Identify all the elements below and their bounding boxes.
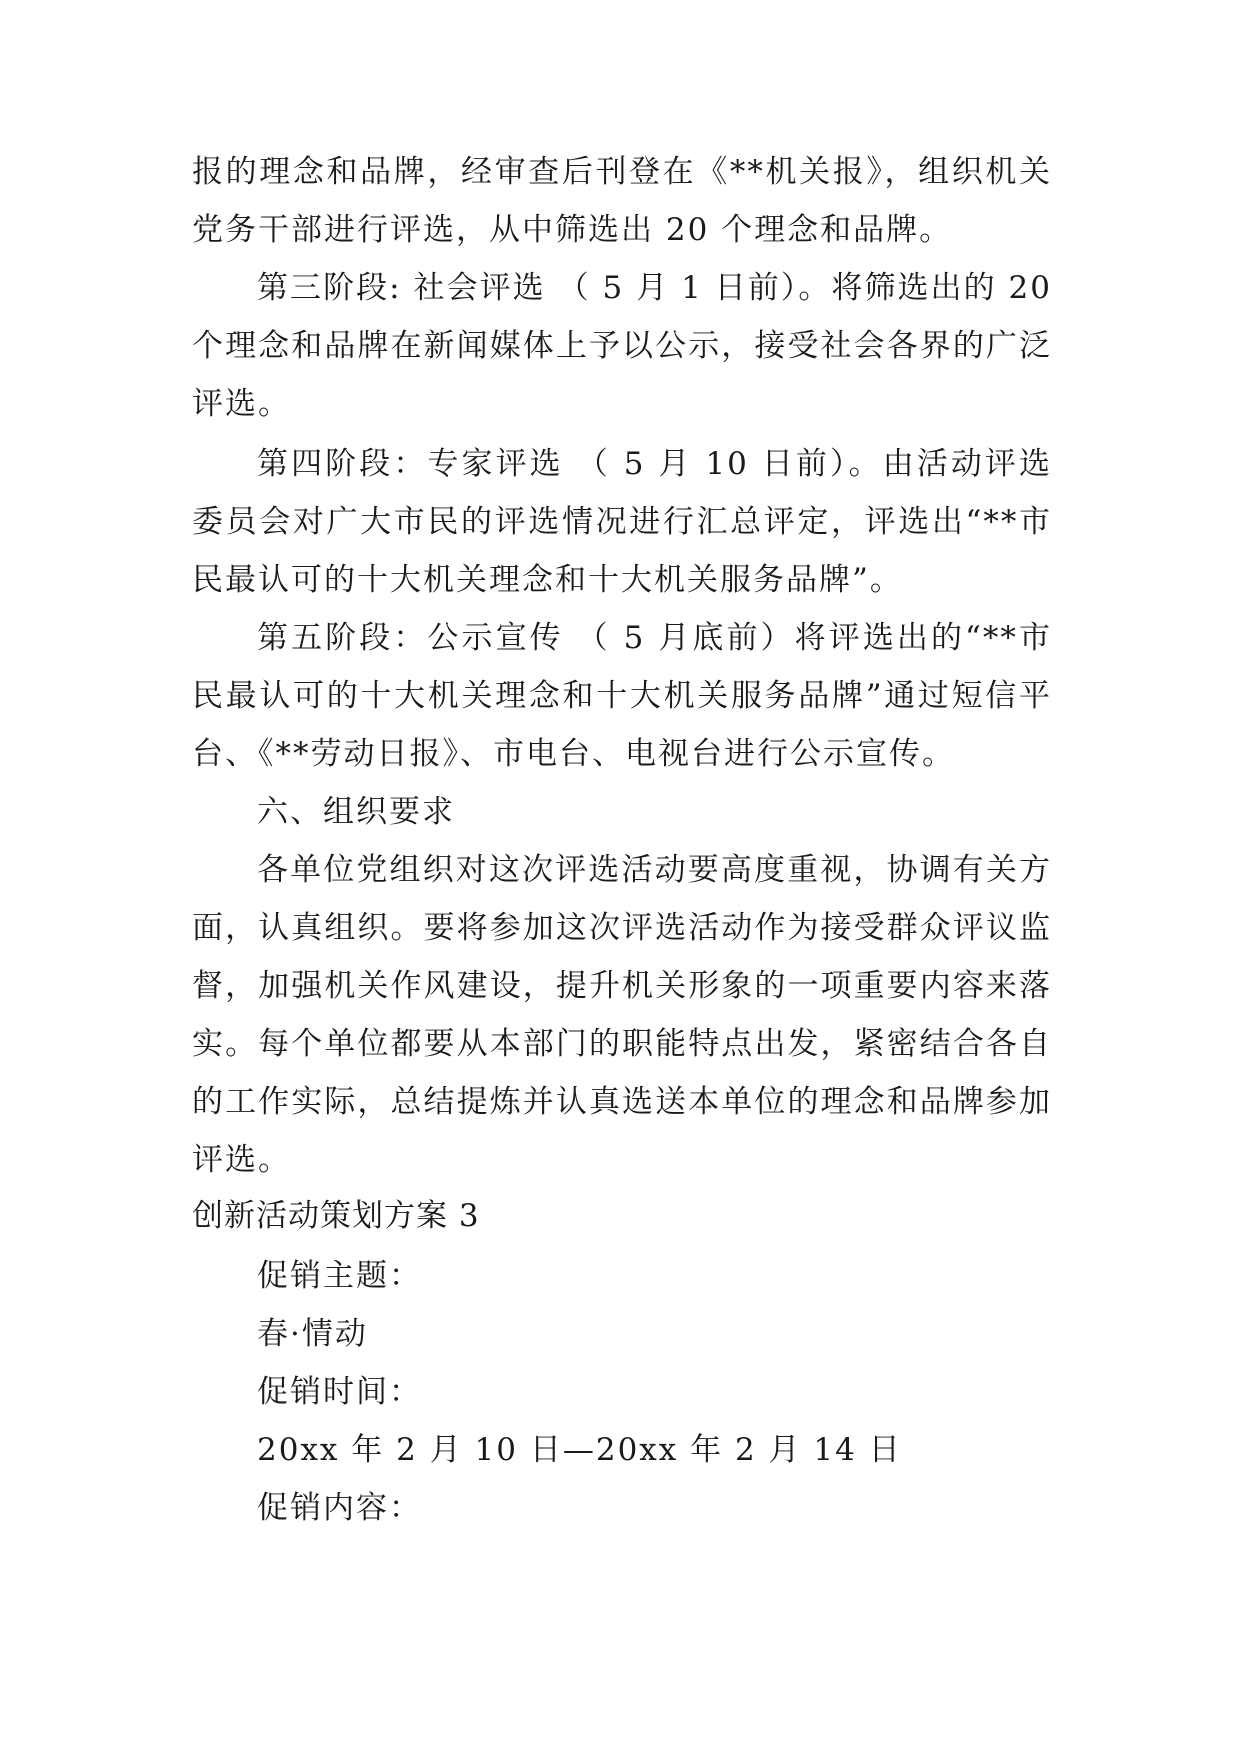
paragraph-line: 第三阶段: 社会评选 （ 5 月 1 日前）。将筛选出的 20: [257, 270, 1052, 306]
field-value: 春·情动: [257, 1316, 368, 1352]
paragraph-line: 各单位党组织对这次评选活动要高度重视，协调有关方: [257, 852, 1052, 888]
paragraph-line: 评选。: [192, 386, 291, 422]
field-label: 促销内容：: [257, 1490, 422, 1526]
paragraph-line: 委员会对广大市民的评选情况进行汇总评定，评选出“**市: [192, 504, 1052, 540]
paragraph-line: 民最认可的十大机关理念和十大机关服务品牌”。: [192, 562, 903, 598]
paragraph-line: 面，认真组织。要将参加这次评选活动作为接受群众评议监: [192, 910, 1052, 946]
document-title: 创新活动策划方案 3: [192, 1198, 480, 1234]
paragraph-line: 台、《**劳动日报》、市电台、电视台进行公示宣传。: [192, 736, 955, 772]
paragraph-line: 党务干部进行评选，从中筛选出 20 个理念和品牌。: [192, 212, 953, 248]
field-label: 促销时间：: [257, 1374, 422, 1410]
field-value: 20xx 年 2 月 10 日—20xx 年 2 月 14 日: [257, 1432, 902, 1468]
paragraph-line: 督，加强机关作风建设，提升机关形象的一项重要内容来落: [192, 968, 1052, 1004]
paragraph-line: 的工作实际，总结提炼并认真选送本单位的理念和品牌参加: [192, 1084, 1052, 1120]
field-label: 促销主题：: [257, 1258, 422, 1294]
paragraph-line: 第五阶段：公示宣传 （ 5 月底前）将评选出的“**市: [257, 620, 1052, 656]
section-heading: 六、组织要求: [257, 794, 455, 830]
paragraph-line: 民最认可的十大机关理念和十大机关服务品牌”通过短信平: [192, 678, 1052, 714]
paragraph-line: 报的理念和品牌，经审查后刊登在《**机关报》，组织机关: [192, 154, 1052, 190]
paragraph-line: 第四阶段：专家评选 （ 5 月 10 日前）。由活动评选: [257, 446, 1052, 482]
paragraph-line: 个理念和品牌在新闻媒体上予以公示，接受社会各界的广泛: [192, 328, 1052, 364]
paragraph-line: 实。每个单位都要从本部门的职能特点出发，紧密结合各自: [192, 1026, 1052, 1062]
paragraph-line: 评选。: [192, 1142, 291, 1178]
